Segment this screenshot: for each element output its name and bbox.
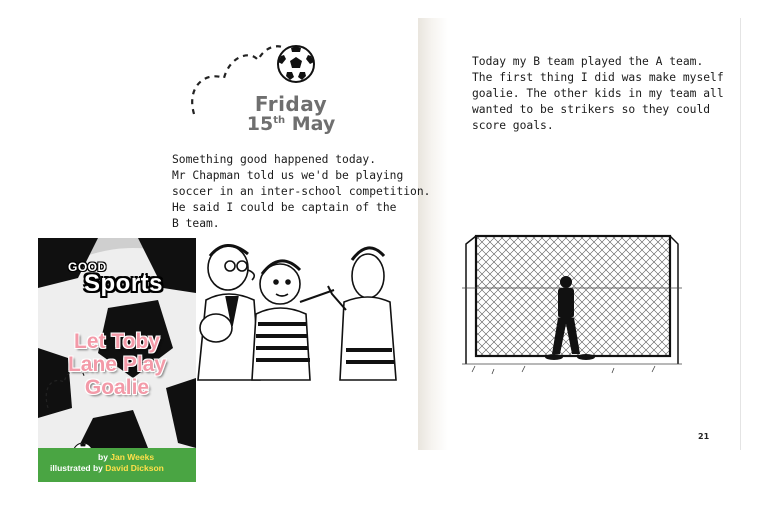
date-number-month <box>246 113 336 135</box>
book-cover <box>38 238 196 482</box>
illustration-teacher-and-kids <box>196 240 396 380</box>
illustrator-credit <box>50 463 164 473</box>
left-page-text: Something good happened today. Mr Chapman told us we'd be playing soccer in an inter-school competition. He said I could be captain of the B team. <box>172 153 431 230</box>
illustrated-by-label: illustrated by <box>50 463 103 473</box>
journal-date <box>246 92 336 135</box>
page-number: 21 <box>698 432 710 441</box>
cover-title: Let Toby Lane Play Goalie <box>67 330 167 399</box>
date-month: May <box>291 113 336 135</box>
series-logo-good: GOOD <box>68 260 107 274</box>
author-credit <box>98 452 154 462</box>
date-suffix: th <box>273 115 286 126</box>
date-day: Friday <box>254 92 328 116</box>
soccer-ball-icon <box>276 44 316 84</box>
by-label: by <box>98 452 108 462</box>
illustration-goalkeeper-in-net <box>462 230 682 380</box>
right-page-text: Today my B team played the A team. The first thing I did was make myself goalie. The other kids in my team all wanted to be strikers so they could score goals. <box>472 55 724 132</box>
author-name: Jan Weeks <box>110 452 155 462</box>
series-logo-sports: Sports <box>84 270 164 297</box>
illustrator-name: David Dickson <box>105 463 164 473</box>
date-number: 15 <box>246 113 274 135</box>
